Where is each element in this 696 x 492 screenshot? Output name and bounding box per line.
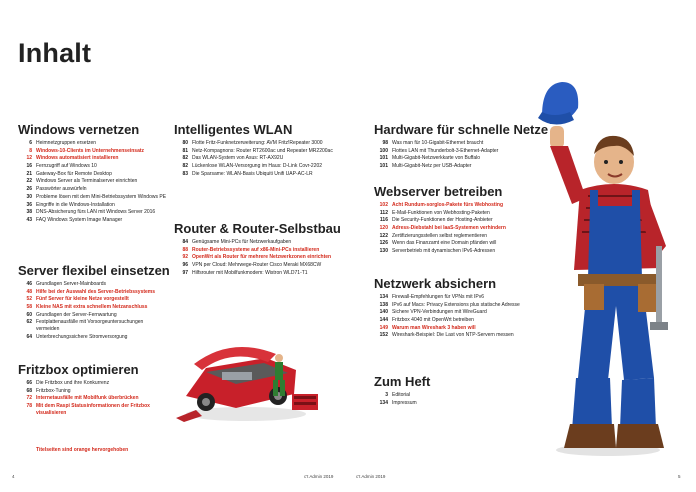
page-number: 97 (182, 269, 188, 276)
toc-entry (374, 210, 534, 217)
toc-entry (374, 233, 534, 240)
folio-right-page: 5 (678, 474, 681, 479)
toc-entry (18, 140, 168, 147)
page-number: 92 (182, 254, 188, 261)
entry-title: Acht Rundum-sorglos-Pakete fürs Webhosting (392, 202, 504, 208)
toc-entry (174, 163, 334, 170)
section-intelligentes-wlan (174, 122, 334, 177)
entry-title: OpenWrt als Router für mehrere Netzwerkzonen einrichten (192, 254, 332, 261)
entry-title: Die Sparsame: WLAN-Basis Ubiquiti Unifi UAP-AC-LR (192, 170, 313, 177)
entry-title: Fritzbox 4040 mit OpenWrt betreiben (392, 317, 474, 324)
page-number: 84 (182, 239, 188, 245)
page-number: 43 (26, 216, 32, 223)
entry-title: FAQ Windows System Image Manager (36, 216, 123, 223)
entry-list (374, 294, 534, 339)
page-number: 81 (182, 147, 188, 154)
folio-left-mag: c't Admin 2019 (304, 474, 334, 479)
section-heading: Server flexibel einsetzen (18, 263, 170, 278)
toc-entry (18, 178, 168, 185)
entry-title: Eingriffe in die Windows-Installation (36, 201, 115, 208)
entry-title: Lückenlose WLAN-Versorgung im Haus: D-Link Covr-2202 (192, 163, 323, 170)
entry-title: Windows-10-Clients im Unternehmenseinsatz (36, 147, 145, 154)
toc-entry (18, 395, 168, 402)
page-number: 88 (182, 246, 188, 253)
toc-entry (174, 262, 334, 269)
toc-entry (18, 217, 168, 224)
toc-entry (174, 148, 334, 155)
toc-entry (18, 194, 168, 201)
section-netzwerk-absichern (374, 276, 534, 339)
page-number: 112 (379, 209, 388, 216)
section-heading: Zum Heft (374, 374, 431, 389)
entry-title: Hilfe bei der Auswahl des Server-Betriebssystems (36, 288, 156, 295)
toc-entry (374, 140, 534, 147)
section-windows-vernetzen (18, 122, 168, 223)
page-number: 130 (379, 248, 388, 255)
entry-title: VPN per Cloud: Mehrwege-Router Cisco Meraki MX68CW (192, 262, 322, 269)
toc-entry (374, 332, 534, 339)
page-number: 134 (379, 399, 388, 406)
mechanic-figure-illustration (528, 78, 678, 458)
page-number: 82 (182, 155, 188, 162)
entry-title: Sichere VPN-Verbindungen mit WireGuard (392, 309, 487, 316)
entry-list (374, 202, 534, 255)
toc-entry (18, 281, 168, 288)
toc-entry (374, 163, 534, 170)
page-number: 140 (379, 309, 388, 316)
toc-entry (18, 209, 168, 216)
page-number: 38 (26, 209, 32, 216)
entry-title: Fernzugriff auf Windows 10 (36, 163, 97, 170)
toc-entry (18, 155, 168, 162)
page-number: 68 (26, 387, 32, 394)
column-right-2 (374, 184, 534, 256)
page-number: 26 (26, 186, 32, 193)
page-number: 101 (379, 155, 388, 162)
section-heading: Netzwerk absichern (374, 276, 497, 291)
entry-title: E-Mail-Funktionen von Webhosting-Paketen (392, 209, 490, 216)
entry-title: Editorial (392, 392, 411, 398)
folio-right-mag: c't Admin 2019 (356, 474, 386, 479)
page-number: 66 (26, 380, 32, 386)
page-title: Inhalt (18, 38, 92, 68)
toc-entry (374, 294, 534, 301)
page-number: 78 (26, 403, 32, 410)
page-number: 100 (379, 147, 388, 154)
entry-list (374, 392, 534, 406)
entry-title: IPv6 auf Macs: Privacy Extensions plus statische Adresse (392, 301, 520, 308)
entry-title: Die Fritzbox und ihre Konkurrenz (36, 380, 110, 386)
toc-entry (18, 186, 168, 193)
entry-title: Flottes LAN mit Thunderbolt-3-Ethernet-Adapter (392, 147, 499, 154)
page-number: 149 (379, 324, 388, 331)
page-number: 48 (26, 288, 32, 295)
toc-entry (174, 155, 334, 162)
section-heading: Intelligentes WLAN (174, 122, 293, 137)
toc-entry (374, 148, 534, 155)
column-right-3 (374, 276, 534, 340)
entry-list (374, 140, 534, 170)
entry-title: Adress-Diebstahl bei IaaS-Systemen verhindern (392, 225, 506, 232)
page-number: 30 (26, 193, 32, 200)
entry-title: Unterbrechungssichere Stromversorgung (36, 333, 128, 340)
entry-title: Das WLAN-System von Asus: RT-AX92U (192, 155, 284, 162)
entry-list (18, 380, 168, 416)
toc-entry (374, 302, 534, 309)
page-number: 8 (29, 147, 32, 154)
toc-entry (374, 309, 534, 316)
section-router-selbstbau (174, 221, 341, 276)
toc-entry (374, 317, 534, 324)
toc-entry (18, 388, 168, 395)
entry-title: Flotte Fritz-Funknetzerweiterung: AVM Fritz!Repeater 3000 (192, 140, 323, 146)
entry-title: Grundlagen Server-Mainboards (36, 281, 107, 287)
page-number: 82 (182, 163, 188, 170)
entry-list (18, 140, 168, 223)
column-middle (174, 122, 334, 178)
toc-entry (374, 225, 534, 232)
page-number: 80 (182, 140, 188, 146)
folio-left-page: 4 (12, 474, 15, 479)
page-number: 58 (26, 304, 32, 311)
entry-list (18, 281, 168, 340)
entry-title: Mit dem Raspi Statusinformationen der Fritzbox visualisieren (36, 403, 150, 416)
toc-entry (374, 400, 534, 407)
entry-title: Heimnetzgruppen ersetzen (36, 140, 97, 146)
toc-entry (374, 325, 534, 332)
page-number: 72 (26, 395, 32, 402)
page-number: 6 (29, 140, 32, 146)
entry-title: Router-Betriebssysteme auf x86-Mini-PCs installieren (192, 246, 320, 253)
entry-title: DNS-Absicherung fürs LAN mit Windows Server 2016 (36, 209, 156, 216)
toc-entry (18, 289, 168, 296)
entry-title: Passwörter auswürfeln (36, 186, 87, 193)
entry-title: Netz-Kompagnons: Router RT2600ac und Repeater MR2200ac (192, 147, 333, 154)
section-hardware-netze (374, 122, 549, 170)
entry-title: Kleine NAS mit extra schnellem Netzanschluss (36, 304, 148, 311)
section-heading: Webserver betreiben (374, 184, 503, 199)
entry-title: Impressum (392, 399, 417, 406)
toc-entry (174, 270, 334, 277)
column-left-2 (18, 263, 168, 341)
entry-title: Fünf Server für kleine Netze vorgestellt (36, 296, 129, 303)
page-number: 96 (182, 262, 188, 269)
entry-title: Internetausfälle mit Mobilfunk überbrücken (36, 395, 139, 402)
toc-entry (174, 247, 334, 254)
page-number: 152 (379, 332, 388, 339)
page-number: 98 (382, 140, 388, 146)
entry-title: Multi-Gigabit-Netzwerkkarte von Buffalo (392, 155, 480, 162)
page-number: 120 (379, 225, 388, 232)
toc-entry (18, 312, 168, 319)
entry-title: Firewall-Empfehlungen für VPNs mit IPv6 (392, 294, 484, 300)
section-fritzbox-optimieren (18, 362, 168, 416)
entry-title: Fritzbox-Tuning (36, 387, 71, 394)
router-car-illustration (176, 336, 326, 424)
entry-title: Serverbetrieb mit dynamischen IPv6-Adressen (392, 248, 496, 255)
column-left-3 (18, 362, 168, 417)
entry-title: Multi-Gigabit-Netz per USB-Adapter (392, 163, 472, 170)
toc-entry (18, 163, 168, 170)
entry-title: Zertifizierungsstellen selbst reglementieren (392, 232, 488, 239)
entry-title: Grundlagen der Server-Fernwartung (36, 311, 117, 318)
entry-list (174, 239, 334, 276)
page-number: 116 (379, 217, 388, 224)
toc-entry (374, 248, 534, 255)
section-server-flexibel (18, 263, 168, 340)
toc-entry (374, 217, 534, 224)
toc-entry (18, 202, 168, 209)
toc-entry (174, 239, 334, 246)
entry-title: Festplattenausfälle mit Vorsorgeuntersuchungen vermeiden (36, 319, 144, 332)
section-heading: Fritzbox optimieren (18, 362, 139, 377)
column-right-4 (374, 374, 534, 407)
column-middle-2 (174, 221, 341, 277)
column-left (18, 122, 168, 225)
page-number: 60 (26, 311, 32, 318)
toc-entry (18, 171, 168, 178)
entry-list (174, 140, 334, 177)
toc-entry (18, 296, 168, 303)
toc-entry (174, 171, 334, 178)
page-number: 122 (379, 232, 388, 239)
page-number: 46 (26, 281, 32, 287)
entry-title: Wireshark-Beispiel: Die Last von NTP-Servern messen (392, 332, 514, 339)
page-number: 62 (26, 319, 32, 326)
page-number: 36 (26, 201, 32, 208)
toc-entry (374, 155, 534, 162)
section-heading: Router & Router-Selbstbau (174, 221, 341, 236)
entry-title: Windows automatisiert installieren (36, 155, 119, 162)
toc-entry (18, 319, 168, 332)
page-number: 52 (26, 296, 32, 303)
page-number: 3 (385, 392, 388, 398)
page-number: 144 (379, 317, 388, 324)
page-number: 138 (379, 301, 388, 308)
page-number: 126 (379, 240, 388, 247)
section-heading: Hardware für schnelle Netze (374, 122, 549, 137)
page-number: 64 (26, 333, 32, 340)
entry-title: Gateway-Box für Remote Desktop (36, 170, 112, 177)
toc-entry (18, 334, 168, 341)
entry-title: Wenn das Finanzamt eine Domain pfänden will (392, 240, 497, 247)
column-right (374, 122, 549, 171)
entry-title: Windows Server als Terminalserver einrichten (36, 178, 138, 185)
entry-title: Warum man Wireshark 3 haben will (392, 324, 476, 331)
entry-title: Genügsame Mini-PCs für Netzwerkaufgaben (192, 239, 292, 245)
page-number: 134 (379, 294, 388, 300)
entry-title: Hilfsrouter mit Mobilfunkmodem: Wistron WLD71-T1 (192, 269, 308, 276)
toc-entry (374, 392, 534, 399)
entry-title: Probleme lösen mit dem Mini-Betriebssystem Windows PE (36, 193, 167, 200)
toc-entry (174, 254, 334, 261)
section-zum-heft (374, 374, 534, 406)
page-number: 21 (26, 170, 32, 177)
toc-entry (374, 240, 534, 247)
footnote: Titelseiten sind orange hervorgehoben (36, 447, 129, 453)
toc-entry (18, 148, 168, 155)
entry-title: Die Security-Funktionen der Hosting-Anbieter (392, 217, 493, 224)
section-webserver-betreiben (374, 184, 534, 255)
page-number: 101 (379, 163, 388, 170)
page-number: 12 (26, 155, 32, 162)
section-heading: Windows vernetzen (18, 122, 140, 137)
toc-entry (374, 202, 534, 209)
toc-entry (18, 304, 168, 311)
toc-entry (18, 380, 168, 387)
entry-title: Was man für 10-Gigabit-Ethernet braucht (392, 140, 484, 146)
toc-entry (174, 140, 334, 147)
page-number: 83 (182, 170, 188, 177)
page-number: 102 (379, 202, 388, 208)
page-number: 22 (26, 178, 32, 185)
toc-entry (18, 403, 168, 416)
page-number: 16 (26, 163, 32, 170)
